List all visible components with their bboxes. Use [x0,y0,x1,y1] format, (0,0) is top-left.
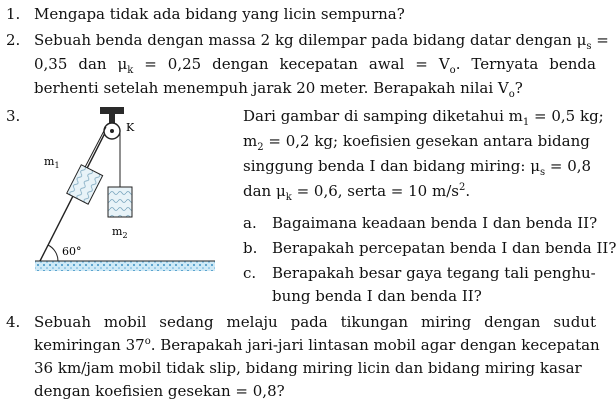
ground-surface [35,261,215,271]
q3-item-c-label: c. [243,264,257,282]
q2-line-3: berhenti setelah menempuh jarak 20 meter. Berapakah nilai $V_o$? [34,79,523,100]
incline-pulley-figure [30,101,220,286]
q3-item-b-text: Berapakah percepatan benda I dan benda II? [272,239,616,257]
q2-line-1: Sebuah benda dengan massa 2 kg dilempar pada bidang datar dengan $\mu_s$ = [34,31,609,52]
q3-line-1: Dari gambar di samping diketahui $m_1 = 0,5$ kg; [243,107,604,128]
m2-label: $m_2$ [112,225,128,240]
q2-line-2: 0,35 dan $\mu_k = 0,25$ dengan kecepatan awal = $V_o$. Ternyata benda [34,55,596,76]
q3-line-3: singgung benda I dan bidang miring: $\mu_s = 0,8$ [243,157,592,178]
q4-line-1: Sebuah mobil sedang melaju pada tikungan miring dengan sudut [34,313,596,331]
q3-item-c-text-1: Berapakah besar gaya tegang tali penghu- [272,264,596,282]
q4-line-2: kemiringan 37$^o$. Berapakah jari-jari lintasan mobil agar dengan kecepatan [34,336,600,354]
pulley-mount [100,107,124,114]
q3-number: 3. [6,107,21,125]
q3-item-a-label: a. [243,214,257,232]
q3-item-b-label: b. [243,239,258,257]
q3-item-a-text: Bagaimana keadaan benda I dan benda II? [272,214,598,232]
angle-label: 60° [62,245,82,258]
pulley-label: K [126,121,135,134]
q3-line-2: $m_2 = 0,2$ kg; koefisien gesekan antara bidang [243,132,590,153]
q1-number: 1. [6,5,21,23]
q1-text: Mengapa tidak ada bidang yang licin sempurna? [34,5,405,23]
m1-label: $m_1$ [44,155,60,170]
q4-line-4: dengan koefisien gesekan = 0,8? [34,382,285,400]
q3-item-c-text-2: bung benda I dan benda II? [272,287,482,305]
q4-number: 4. [6,313,21,331]
q3-line-4: dan $\mu_k = 0,6$, serta = 10 $m/s^2$. [243,182,471,203]
q4-line-3: 36 km/jam mobil tidak slip, bidang miring licin dan bidang miring kasar [34,359,582,377]
q2-number: 2. [6,31,21,49]
block-m2 [108,187,132,217]
